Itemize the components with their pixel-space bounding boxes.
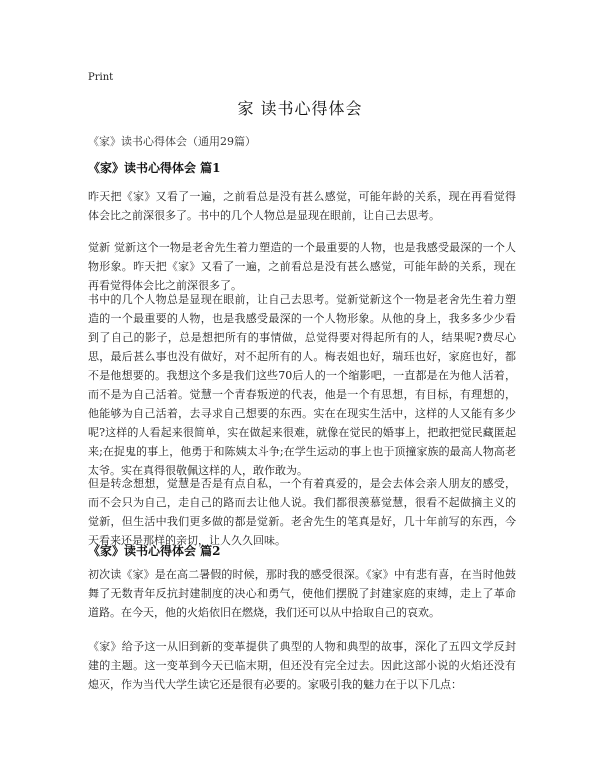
document-subtitle: 《家》读书心得体会（通用29篇）	[88, 135, 256, 148]
paragraph: 《家》给予这一从旧到新的变革提供了典型的人物和典型的故事，深化了五四文学反封建的主题。这一变革到今天已临末期，但还没有完全过去。因此这部小说的火焰还没有熄灭，作为当代大学生读它还是很有必要的。家吸引我的魅力在于以下几点：	[88, 640, 516, 691]
section-heading: 《家》读书心得体会 篇2	[88, 544, 221, 558]
paragraph: 初次读《家》是在高二暑假的时候，那时我的感受很深。《家》中有悲有喜，在当时他鼓舞了无数青年反抗封建制度的决心和勇气，使他们摆脱了封建家庭的束缚，走上了革命道路。在今天，他的火焰依旧在燃烧，我们还可以从中拾取自己的哀欢。	[88, 568, 516, 619]
print-label: Print	[88, 72, 114, 83]
paragraph: 昨天把《家》又看了一遍，之前看总是没有甚么感觉，可能年龄的关系，现在再看觉得体会比之前深很多了。书中的几个人物总是显现在眼前，让自己去思考。	[88, 190, 516, 222]
page-title: 家 读书心得体会	[237, 99, 363, 118]
section-heading: 《家》读书心得体会 篇1	[88, 161, 221, 175]
paragraph: 但是转念想想，觉慧是否是有点自私，一个有着真爱的，是会去体会亲人朋友的感受，而不会只为自己，走自己的路而去让他人说。我们都很羡慕觉慧，很看不起做摘主义的觉新，但生活中我们更多做的都是觉新。老舍先生的笔真是好，几十年前写的东西，今天看来还是那样的亲切，让人久久回味。	[88, 477, 516, 547]
paragraph: 觉新 觉新这个一物是老舍先生着力塑造的一个最重要的人物，也是我感受最深的一个人物形象。昨天把《家》又看了一遍，之前看总是没有甚么感觉，可能年龄的关系，现在再看觉得体会比之前深很多了。	[88, 241, 516, 292]
paragraph: 书中的几个人物总是显现在眼前，让自己去思考。觉新觉新这个一物是老舍先生着力塑造的一个最重要的人物，也是我感受最深的一个人物形象。从他的身上，我多多少少看到了自己的影子，总是想把所有的事情做，总觉得要对得起所有的人，结果呢?费尽心思，最后甚么事也没有做好，对不起所有的人。梅表姐也好，瑞珏也好，家庭也好，都不是他想要的。我想这个多是我们这些70后人的一个缩影吧，一直都是在为他人活着，而不是为自己活着。觉慧一个青春叛逆的代表，他是一个有思想，有目标，有理想的，他能够为自己活着，去寻求自己想要的东西。实在在现实生活中，这样的人又能有多少呢?这样的人看起来很简单，实在做起来很难，就像在觉民的婚事上，把敢把觉民藏匿起来;在捉鬼的事上，他勇于和陈姨太斗争;在学生运动的事上也于顶撞家族的最高人物高老太爷。实在真得很敬佩这样的人，敢作敢为。	[88, 293, 516, 477]
